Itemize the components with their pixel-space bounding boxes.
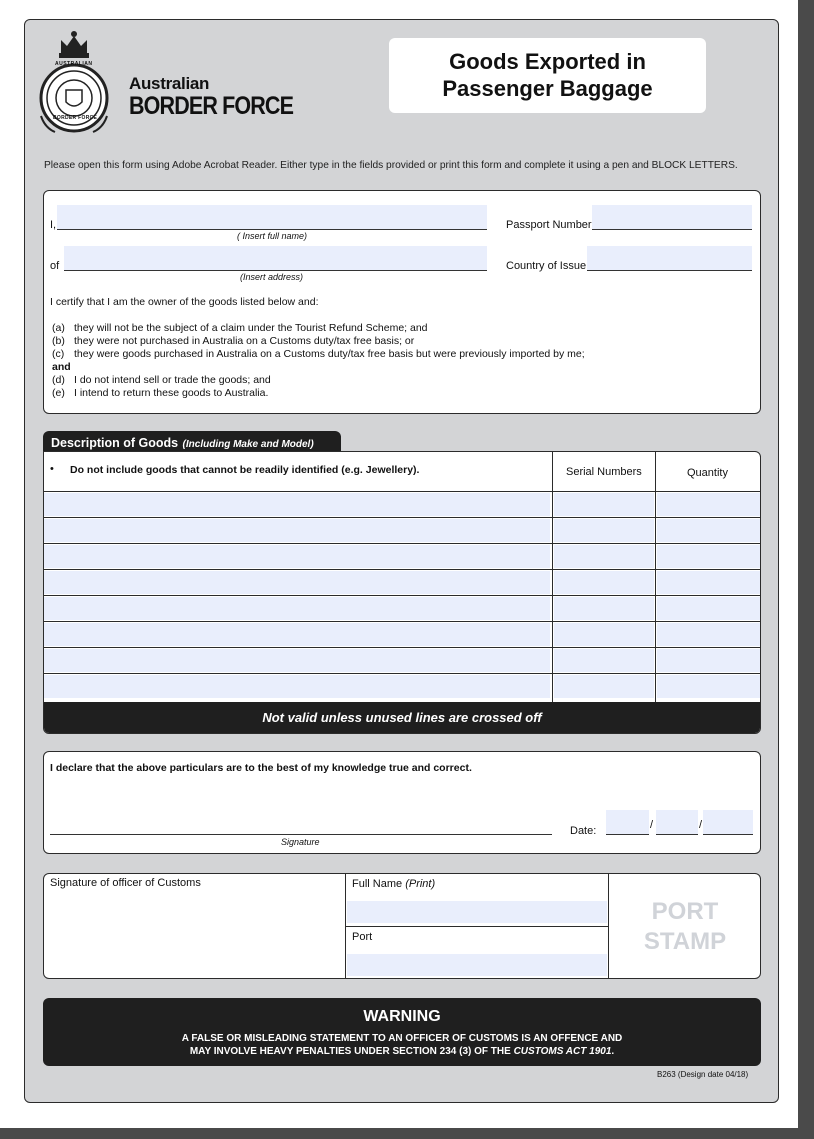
passport-number-label: Passport Number (506, 219, 592, 231)
crest-lettering-bottom: BORDER FORCE (53, 115, 98, 121)
table-row (44, 596, 760, 622)
crossed-off-notice: Not valid unless unused lines are crossed off (44, 702, 760, 733)
serial-number-input[interactable] (554, 597, 654, 620)
quantity-header: Quantity (687, 467, 728, 479)
serial-number-input[interactable] (554, 545, 654, 568)
clause-a (52, 322, 428, 334)
quantity-input[interactable] (657, 649, 760, 672)
column-divider (552, 452, 553, 703)
clause-key: (b) (52, 335, 65, 347)
bullet-icon: • (50, 463, 54, 475)
port-label: Port (352, 931, 373, 943)
date-separator: / (699, 819, 703, 831)
warning-line-2-suffix: . (611, 1046, 615, 1057)
signature-label: Signature (281, 837, 320, 847)
quantity-input[interactable] (657, 623, 760, 646)
goods-description-input[interactable] (44, 649, 550, 672)
clause-key: (c) (52, 348, 65, 360)
officer-panel (43, 873, 761, 979)
form-frame (24, 19, 779, 1103)
date-label: Date: (570, 825, 597, 837)
row-divider (345, 926, 609, 927)
declaration-text: I declare that the above particulars are to the best of my knowledge true and correct. (50, 762, 472, 774)
full-name-input[interactable] (57, 205, 487, 230)
goods-description-input[interactable] (44, 493, 550, 516)
officer-signature-label: Signature of officer of Customs (50, 877, 201, 889)
goods-note: Do not include goods that cannot be readily identified (e.g. Jewellery). (70, 464, 420, 476)
port-input[interactable] (347, 954, 607, 976)
signature-line[interactable] (50, 834, 552, 835)
date-day-input[interactable] (606, 810, 649, 835)
goods-description-input[interactable] (44, 571, 550, 594)
officer-full-name-input[interactable] (347, 901, 607, 923)
address-hint: (Insert address) (240, 272, 304, 282)
column-divider (655, 452, 656, 703)
border-force-crest-icon (39, 28, 109, 140)
passport-number-input[interactable] (592, 205, 752, 230)
brand-border-force: BORDER FORCE (129, 92, 294, 120)
goods-description-input[interactable] (44, 519, 550, 542)
clause-b (52, 335, 414, 347)
warning-title: WARNING (363, 1008, 441, 1025)
goods-tab-subtitle: (Including Make and Model) (182, 439, 314, 450)
clause-text: I intend to return these goods to Australia. (74, 387, 269, 399)
goods-table (43, 451, 761, 734)
clause-key: (a) (52, 322, 65, 334)
clause-text: they were goods purchased in Australia on a Customs duty/tax free basis but were previously imported by me; (74, 348, 585, 360)
goods-tab-title: Description of Goods (51, 436, 179, 450)
warning-line-2-prefix: MAY INVOLVE HEAVY PENALTIES UNDER SECTION 234 (3) OF THE (189, 1046, 514, 1057)
clause-text: they were not purchased in Australia on a Customs duty/tax free basis; or (74, 335, 415, 347)
i-label: I, (50, 219, 57, 231)
clause-key: and (52, 361, 71, 373)
quantity-input[interactable] (657, 519, 760, 542)
clause-and (52, 361, 71, 373)
serial-number-input[interactable] (554, 519, 654, 542)
table-row (44, 544, 760, 570)
serial-number-input[interactable] (554, 649, 654, 672)
serial-number-input[interactable] (554, 571, 654, 594)
goods-description-input[interactable] (44, 623, 550, 646)
address-input[interactable] (64, 246, 487, 271)
quantity-input[interactable] (657, 493, 760, 516)
table-row (44, 622, 760, 648)
brand-australian: Australian (129, 74, 210, 93)
country-of-issue-label: Country of Issue (506, 260, 587, 272)
form-code: B263 (Design date 04/18) (657, 1070, 749, 1079)
country-of-issue-input[interactable] (587, 246, 752, 271)
serial-number-input[interactable] (554, 623, 654, 646)
quantity-input[interactable] (657, 545, 760, 568)
goods-description-input[interactable] (44, 597, 550, 620)
serial-numbers-header: Serial Numbers (566, 466, 642, 478)
date-year-input[interactable] (703, 810, 753, 835)
quantity-input[interactable] (657, 675, 760, 698)
warning-banner (43, 998, 761, 1066)
clause-text: they will not be the subject of a claim under the Tourist Refund Scheme; and (74, 322, 428, 334)
goods-description-input[interactable] (44, 675, 550, 698)
certify-statement: I certify that I am the owner of the goods listed below and: (50, 296, 319, 308)
quantity-input[interactable] (657, 597, 760, 620)
full-name-print: (Print) (405, 878, 436, 890)
description-of-goods-tab (43, 431, 341, 453)
date-separator: / (650, 819, 654, 831)
table-row (44, 518, 760, 544)
serial-number-input[interactable] (554, 493, 654, 516)
goods-table-header (44, 452, 760, 492)
port-stamp-line-2: STAMP (643, 928, 727, 955)
title-line-2: Passenger Baggage (442, 76, 653, 101)
table-row (44, 674, 760, 700)
clause-d (52, 374, 271, 386)
date-month-input[interactable] (656, 810, 698, 835)
goods-description-input[interactable] (44, 545, 550, 568)
full-name-text: Full Name (352, 878, 403, 890)
table-row (44, 492, 760, 518)
table-row (44, 648, 760, 674)
clause-e (52, 387, 268, 399)
port-stamp-area (609, 897, 761, 957)
clause-c (52, 348, 585, 360)
owner-certification-panel (43, 190, 761, 414)
quantity-input[interactable] (657, 571, 760, 594)
customs-act-name: CUSTOMS ACT 1901 (513, 1046, 612, 1057)
crest-lettering-top: AUSTRALIAN (55, 61, 93, 67)
clause-key: (d) (52, 374, 65, 386)
of-label: of (50, 260, 60, 272)
form-title-box (389, 38, 706, 113)
declaration-panel (43, 751, 761, 854)
clause-key: (e) (52, 387, 65, 399)
title-line-1: Goods Exported in (449, 49, 646, 74)
serial-number-input[interactable] (554, 675, 654, 698)
warning-line-1: A FALSE OR MISLEADING STATEMENT TO AN OFFICER OF CUSTOMS IS AN OFFENCE AND (181, 1033, 623, 1044)
clause-text: I do not intend sell or trade the goods; and (74, 374, 271, 386)
port-stamp-line-1: PORT (651, 898, 719, 925)
table-row (44, 570, 760, 596)
full-name-hint: ( Insert full name) (237, 231, 308, 241)
intro-instructions: Please open this form using Adobe Acrobat Reader. Either type in the fields provided or print this form and complete it using a pen and BLOCK LETTERS. (44, 160, 738, 171)
warning-line-2 (43, 1045, 761, 1058)
warning-text (43, 1032, 761, 1058)
full-name-label (352, 878, 435, 890)
